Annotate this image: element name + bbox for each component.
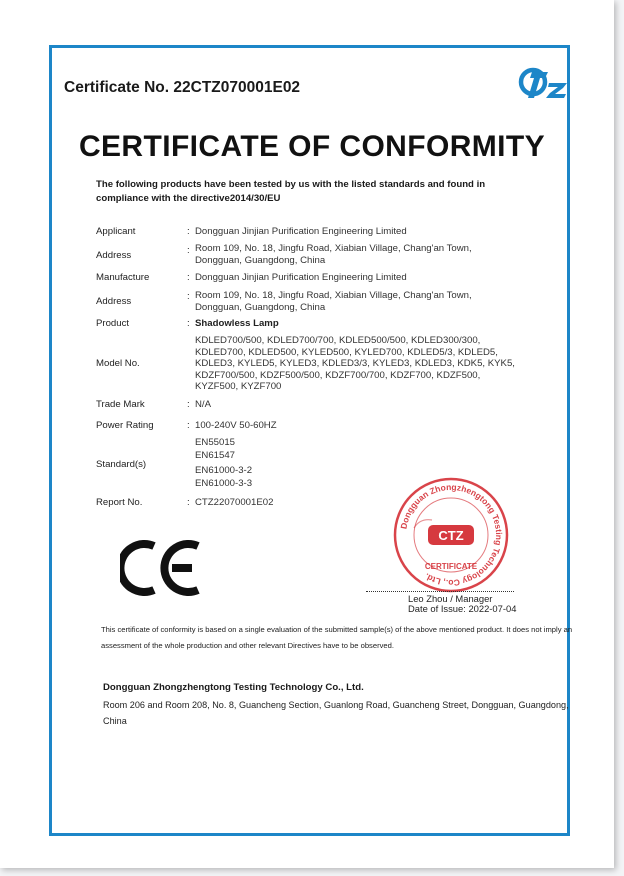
power-label: Power Rating — [96, 420, 154, 431]
model-value: KDLED700/500, KDLED700/700, KDLED500/500, KDLED300/300, KDLED700, KDLED500, KYLED500, KYLED700, KDLED5/3, KDLED5, KDLED3, KYLED5, KYLED3, KDLED3/3, KYLED3, KDLED3, KDK5, KYK5, KDZF700/500, KDZF500/500, KDZF700/700, KDZF700, KDZF500, KYZF500, KYZF700 — [195, 335, 515, 392]
product-value: Shadowless Lamp — [195, 318, 279, 329]
product-label: Product — [96, 318, 130, 329]
power-value: 100-240V 50-60HZ — [195, 420, 277, 431]
ctz-logo — [518, 62, 570, 102]
colon: : — [187, 291, 190, 302]
standard-item: EN61000-3-3 — [195, 478, 253, 489]
report-value: CTZ22070001E02 — [195, 497, 274, 508]
ce-mark-icon — [120, 538, 202, 598]
applicant-address-value: Room 109, No. 18, Jingfu Road, Xiabian Village, Chang'an Town, Dongguan, Guangdong, China — [195, 243, 472, 266]
standard-item: EN55015 — [195, 437, 236, 448]
trademark-label: Trade Mark — [96, 399, 145, 410]
colon: : — [187, 420, 190, 431]
intro-statement: The following products have been tested by us with the listed standards and found in compliance with the directive2014/30/EU — [96, 179, 486, 204]
model-label: Model No. — [96, 358, 140, 369]
applicant-value: Dongguan Jinjian Purification Engineering Limited — [195, 226, 407, 237]
colon: : — [187, 272, 190, 283]
date-of-issue: Date of Issue: 2022-07-04 — [408, 603, 517, 614]
seal-bottom-text: CERTIFICATE — [424, 562, 478, 571]
address-label: Address — [96, 250, 132, 261]
colon: : — [187, 497, 190, 508]
signature-line — [366, 591, 514, 592]
applicant-label: Applicant — [96, 226, 136, 237]
seal-ring-text: Dongguan Zhongzhengtong Testing Technology Co., Ltd. — [398, 481, 505, 589]
colon: : — [187, 226, 190, 237]
standards-label: Standard(s) — [96, 459, 147, 470]
report-label: Report No. — [96, 497, 143, 508]
standard-item: EN61547 — [195, 450, 236, 461]
issuer-address: Room 206 and Room 208, No. 8, Guancheng Section, Guanlong Road, Guancheng Street, Dongguan, Guangdong, China — [103, 700, 569, 726]
manufacture-address-value: Room 109, No. 18, Jingfu Road, Xiabian Village, Chang'an Town, Dongguan, Guangdong, China — [195, 290, 472, 313]
manufacture-value: Dongguan Jinjian Purification Engineering Limited — [195, 272, 407, 283]
seal-center-text: CTZ — [438, 528, 464, 543]
certificate-number: Certificate No. 22CTZ070001E02 — [64, 79, 301, 96]
disclaimer-text: This certificate of conformity is based on a single evaluation of the submitted sample(s) of the above mentioned product. It does not imply an assessment of the whole production and other relevant Directives have to be observed. — [101, 625, 573, 650]
trademark-value: N/A — [195, 399, 211, 410]
company-seal — [392, 476, 510, 594]
colon: : — [187, 399, 190, 410]
address-label: Address — [96, 296, 132, 307]
issuer-name: Dongguan Zhongzhengtong Testing Technology Co., Ltd. — [103, 682, 364, 693]
manufacture-label: Manufacture — [96, 272, 150, 283]
signer-name: Leo Zhou / Manager — [408, 593, 493, 604]
standard-item: EN61000-3-2 — [195, 465, 253, 476]
colon: : — [187, 318, 190, 329]
colon: : — [187, 245, 190, 256]
document-title: CERTIFICATE OF CONFORMITY — [78, 130, 546, 163]
